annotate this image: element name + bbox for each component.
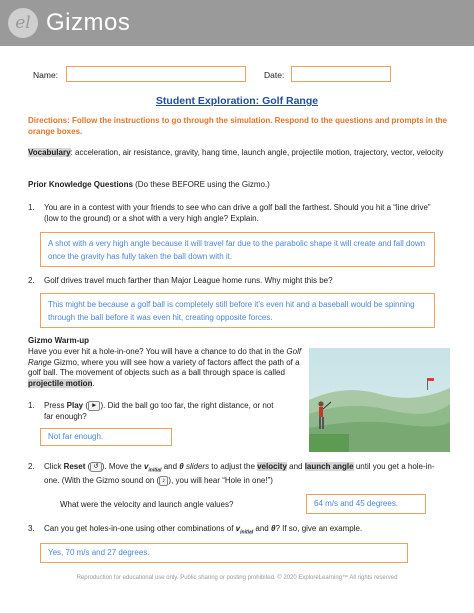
date-label: Date: xyxy=(264,70,285,80)
prior-note: (Do these BEFORE using the Gizmo.) xyxy=(132,180,270,189)
q-text: Press xyxy=(44,401,67,411)
warmup-question-2: Click Reset ( ↺ ). Move the $v_{initial}$ and θ sliders to adjust the velocity and launch angle until you get a hole-in-one. (With the Gizmo sound on ( ♪ ), you will hear “Hole in one!”) xyxy=(44,462,435,486)
play-icon: ► xyxy=(88,401,100,411)
copyright-footer: Reproduction for educational use only. Public sharing or posting prohibited. © 2020 ExploreLearning™ All rights reserved xyxy=(76,575,398,581)
theta-symbol: θ xyxy=(270,524,276,533)
intro-text: Have you ever hit a hole-in-one? You will have a chance to do that in the xyxy=(28,347,287,356)
q-text: Can you get holes-in-one using other combinations of xyxy=(44,524,236,533)
term-velocity: velocity xyxy=(257,462,287,472)
header-bar xyxy=(0,0,474,46)
answer-text: Yes, 70 m/s and 27 degrees. xyxy=(48,548,150,557)
prior-knowledge-heading xyxy=(28,180,448,191)
theta-symbol: θ xyxy=(179,462,184,472)
question-number: 1. xyxy=(28,401,35,410)
q-text: until you get a hole-in-one. (With the Gizmo sound on ( xyxy=(44,462,435,486)
prior-question-1: You are in a contest with your friends to see who can drive a golf ball the farthest. Should you hit a “line drive” (low to the ground) or a shot with a very high angle? Explain. xyxy=(44,203,431,223)
question-number: 1. xyxy=(28,203,35,212)
warmup-intro xyxy=(28,347,305,389)
q-text: to adjust the xyxy=(209,462,258,472)
prior-question-2: Golf drives travel much farther than Major League home runs. Why might this be? xyxy=(44,276,333,285)
answer-box-prior-2[interactable] xyxy=(40,293,435,328)
term-launch-angle: launch angle xyxy=(304,462,354,472)
question-number: 2. xyxy=(28,462,35,471)
v-symbol: v xyxy=(143,462,149,472)
sound-icon: ♪ xyxy=(159,476,168,486)
q-text: . Move the xyxy=(104,462,144,472)
q-text: and xyxy=(286,462,305,472)
v-symbol: v xyxy=(235,524,241,533)
intro-term: projectile motion xyxy=(28,378,93,388)
answer-box-prior-1[interactable] xyxy=(40,232,435,267)
reset-icon: ↺ xyxy=(90,462,101,472)
v-subscript: initial xyxy=(148,467,162,474)
question-number: 3. xyxy=(28,524,35,533)
golf-range-illustration xyxy=(309,348,450,452)
vocabulary xyxy=(28,148,448,159)
question-number: 2. xyxy=(28,276,35,285)
answer-box-warmup-1[interactable] xyxy=(40,428,172,446)
q-text: and xyxy=(161,462,180,472)
reset-label: Reset xyxy=(63,462,86,472)
warmup-question-2-prompt: What were the velocity and launch angle values? xyxy=(60,500,234,509)
answer-box-warmup-3[interactable] xyxy=(40,543,408,563)
name-label: Name: xyxy=(33,70,59,80)
gizmos-logo-icon: el xyxy=(8,8,38,38)
warmup-question-1: Press Play ( ► ). Did the ball go too far, the right distance, or not far enough? xyxy=(44,401,274,421)
q-text: ? If so, give an example. xyxy=(275,524,363,533)
q-text: . Did the ball go too far, the right distance, or not far enough? xyxy=(44,401,274,421)
q-text: sliders xyxy=(183,462,210,472)
answer-text: 64 m/s and 45 degrees. xyxy=(314,499,399,508)
vocabulary-terms: : acceleration, air resistance, gravity, hang time, launch angle, projectile motion, trajectory, vector, velocity xyxy=(70,148,444,157)
q-text: Click xyxy=(44,462,64,472)
intro-text: Gizmo, where you will see how a variety of factors affect the path of a golf ball. The movement of objects such as a ball through space is called xyxy=(28,357,300,378)
name-field[interactable] xyxy=(66,66,246,82)
v-subscript: initial xyxy=(240,529,254,536)
q-text: and xyxy=(253,524,271,533)
vocabulary-label: Vocabulary xyxy=(28,148,71,157)
prior-heading-text: Prior Knowledge Questions xyxy=(28,180,133,189)
intro-text: . xyxy=(92,378,95,388)
page-title: Student Exploration: Golf Range xyxy=(155,95,319,107)
directions: Directions: Follow the instructions to go through the simulation. Respond to the questions and prompts in the orange boxes. xyxy=(28,116,448,136)
intro-gizmo-name: Golf Range xyxy=(28,347,302,367)
golf-scene-graphic xyxy=(309,348,450,452)
answer-box-warmup-2[interactable] xyxy=(306,494,426,514)
play-label: Play xyxy=(66,401,84,411)
answer-text: This might be because a golf ball is completely still before it's even hit and a baseball would be spinning through the ball before it was even hit, creating opposite forces. xyxy=(48,300,415,322)
answer-text: Not far enough. xyxy=(48,432,104,441)
date-field[interactable] xyxy=(291,66,391,82)
answer-text: A shot with a very high angle because it will travel far due to the parabolic shape it will create and fall down once the gravity has fully taken the ball down with it. xyxy=(48,239,426,261)
warmup-question-3 xyxy=(44,524,449,538)
brand-name: Gizmos xyxy=(46,9,131,36)
q-text: ), you will hear “Hole in one!”) xyxy=(168,476,273,486)
warmup-heading: Gizmo Warm-up xyxy=(28,336,90,345)
